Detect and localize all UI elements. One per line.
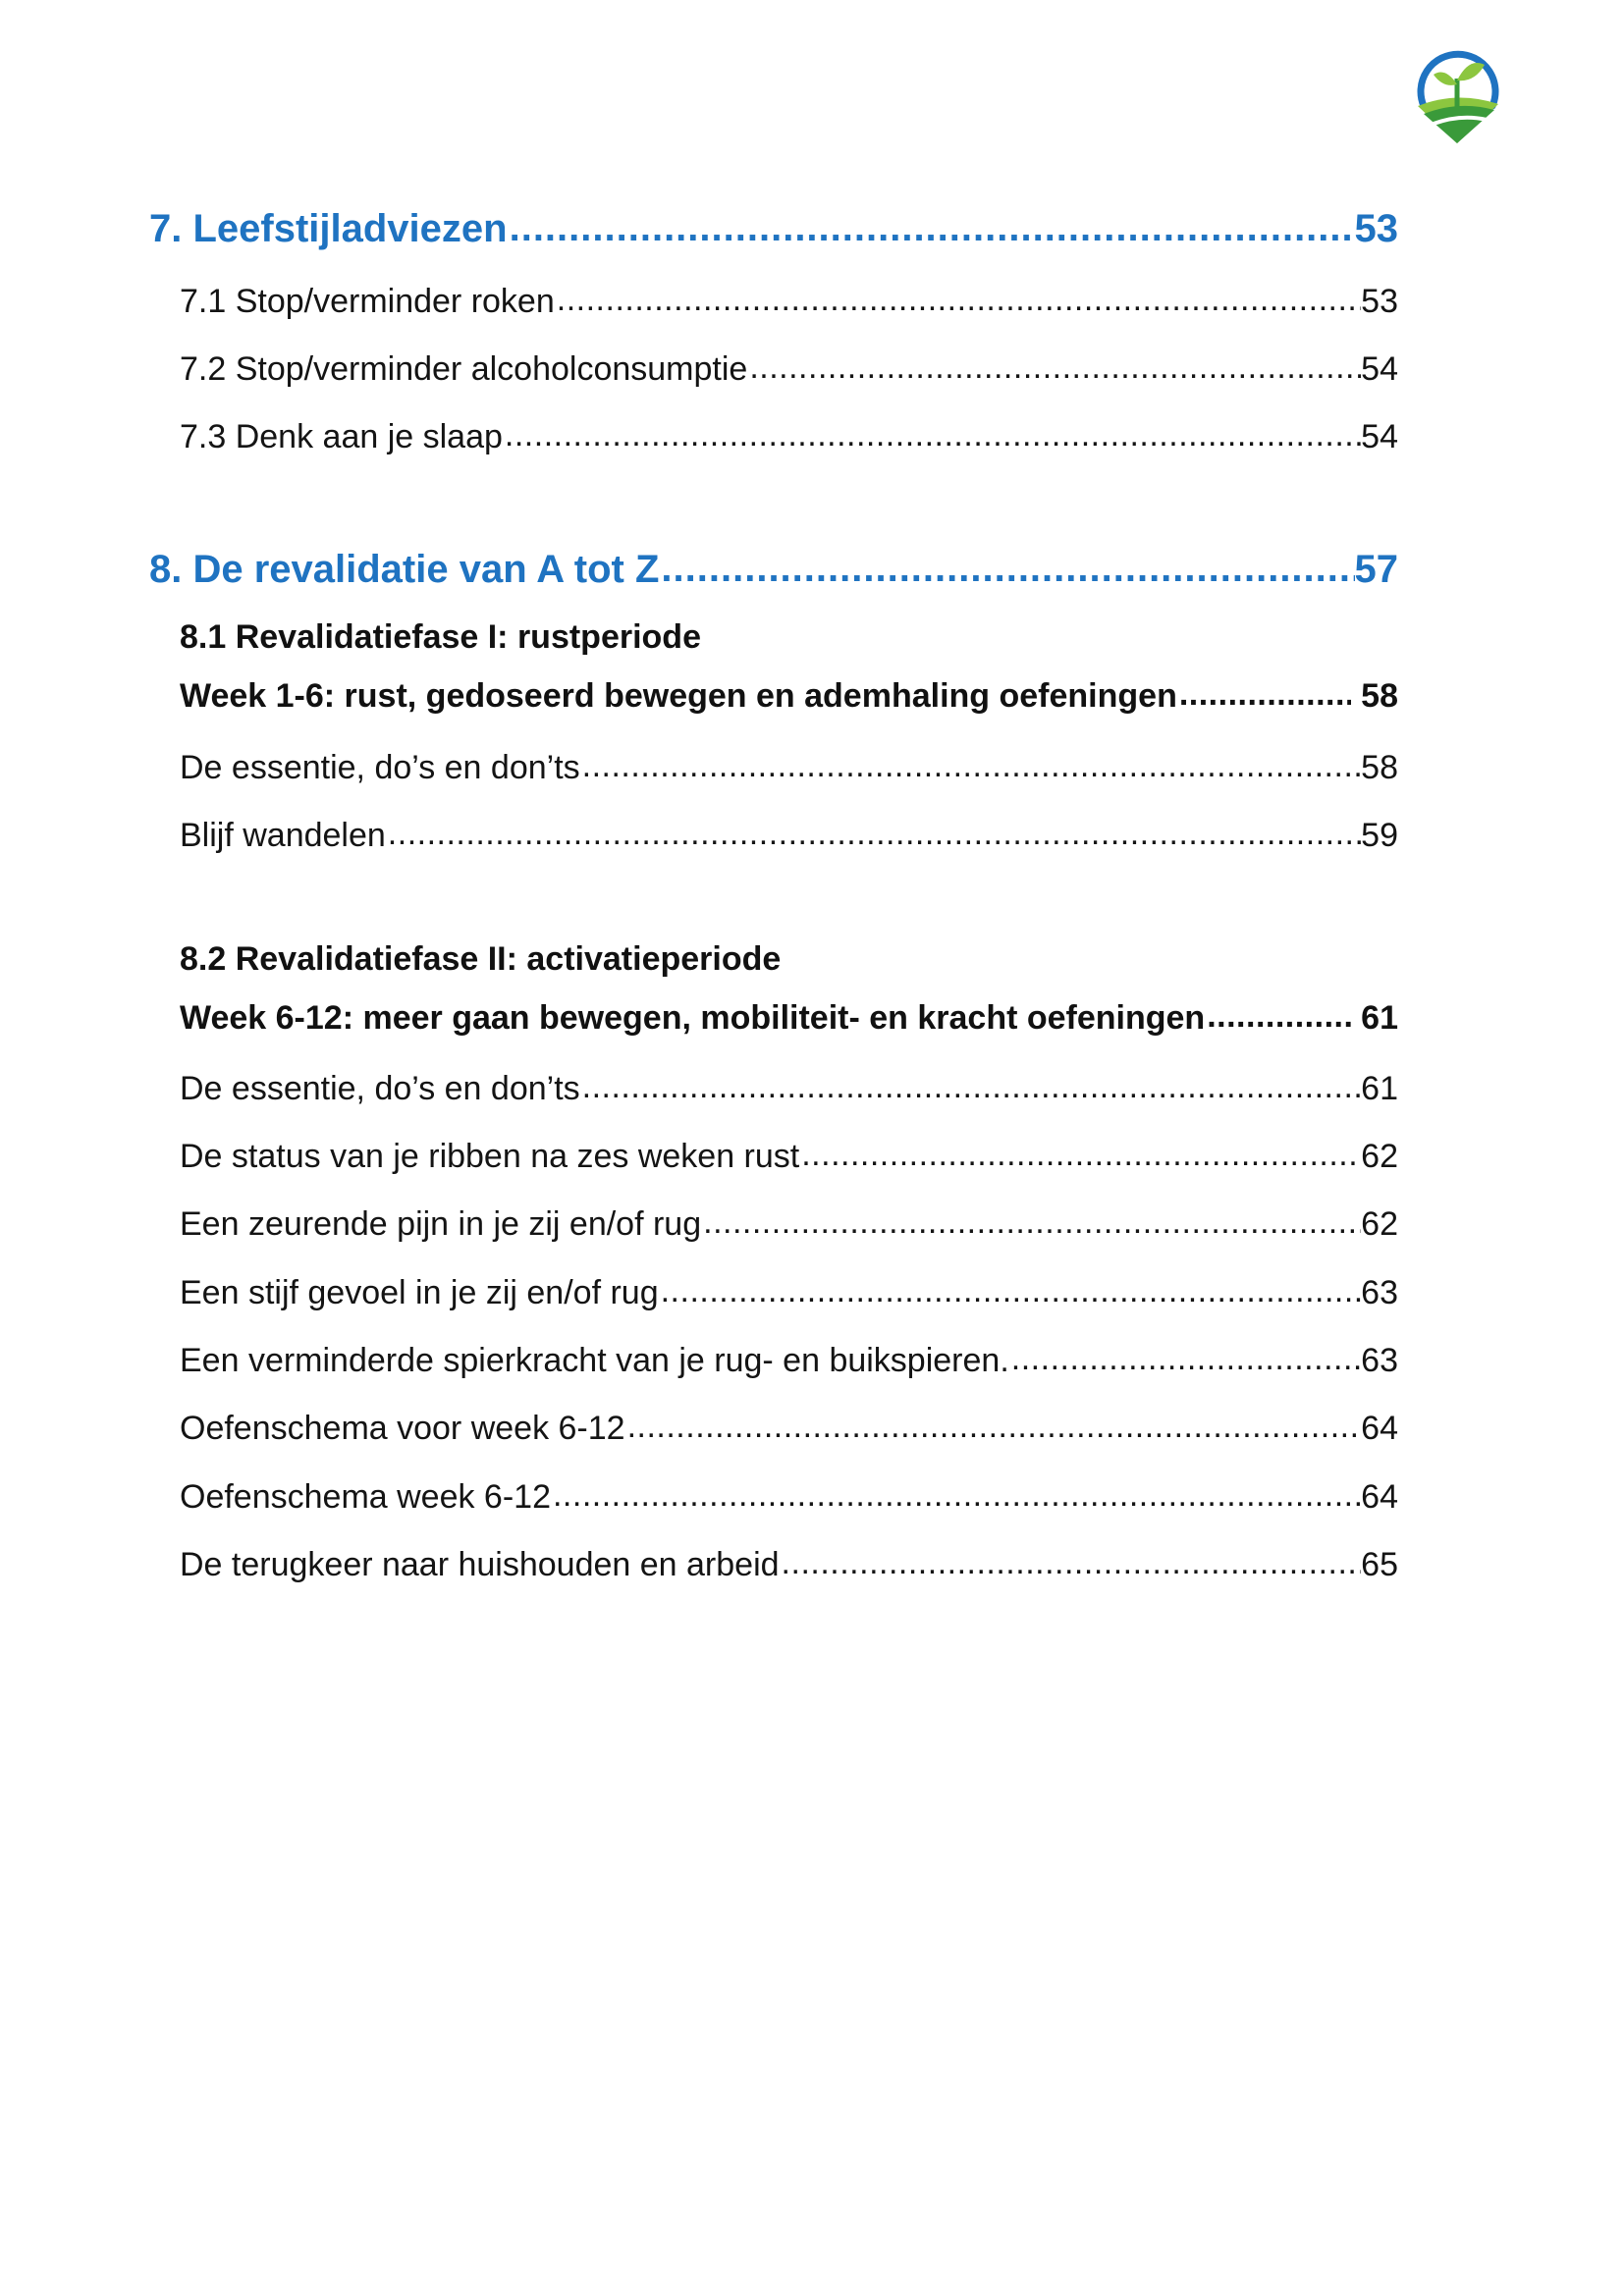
toc-label: De status van je ribben na zes weken rust [180, 1138, 800, 1175]
toc-item-7-3[interactable] [180, 414, 1398, 456]
toc-leader-dots [386, 813, 1361, 846]
toc-page-number: 59 [1361, 817, 1398, 854]
toc-label: Een zeurende pijn in je zij en/of rug [180, 1205, 702, 1243]
toc-label: Een stijf gevoel in je zij en/of rug [180, 1274, 659, 1311]
toc-label: De essentie, do’s en don’ts [180, 1070, 580, 1107]
toc-item-8-1-a[interactable] [180, 745, 1398, 787]
toc-label: Blijf wandelen [180, 817, 386, 854]
toc-item-8-2-e[interactable] [180, 1338, 1398, 1380]
toc-label: 8. De revalidatie van A tot Z [149, 548, 660, 591]
toc-item-8-2-h[interactable] [180, 1542, 1398, 1584]
toc-item-7-1[interactable] [180, 279, 1398, 321]
toc-page-number: 63 [1361, 1342, 1398, 1379]
toc-item-8-2-b[interactable] [180, 1134, 1398, 1176]
toc-leader-dots [1009, 1338, 1361, 1371]
toc-page-number: 54 [1361, 418, 1398, 455]
toc-label: 7.3 Denk aan je slaap [180, 418, 503, 455]
toc-chapter-7[interactable] [149, 202, 1398, 251]
toc-page-number: 57 [1354, 548, 1398, 591]
toc-page-number: 61 [1361, 999, 1398, 1037]
toc-label: Oefenschema voor week 6-12 [180, 1410, 625, 1447]
toc-item-8-2-a[interactable] [180, 1066, 1398, 1108]
toc-page-number: 54 [1361, 350, 1398, 388]
toc-item-8-2-c[interactable] [180, 1201, 1398, 1244]
toc-item-8-2-d[interactable] [180, 1270, 1398, 1312]
toc-section-8-2-heading: 8.2 Revalidatiefase II: activatieperiode [180, 940, 782, 978]
toc-label: Oefenschema week 6-12 [180, 1478, 551, 1516]
toc-page-number: 64 [1361, 1410, 1398, 1447]
toc-item-8-2-f[interactable] [180, 1406, 1398, 1448]
toc-label: 7. Leefstijladviezen [149, 207, 508, 250]
sprout-heart-logo-icon [1410, 45, 1504, 147]
toc-page-number: 61 [1361, 1070, 1398, 1107]
toc-item-7-2[interactable] [180, 347, 1398, 389]
toc-section-8-1-week[interactable] [180, 673, 1398, 716]
toc-label: Een verminderde spierkracht van je rug- en buikspieren. [180, 1342, 1009, 1379]
toc-item-8-2-g[interactable] [180, 1474, 1398, 1517]
toc-page-number: 62 [1361, 1138, 1398, 1175]
toc-leader-dots [701, 1201, 1361, 1235]
toc-leader-dots [659, 543, 1354, 582]
toc-page-number: 63 [1361, 1274, 1398, 1311]
toc-page-number: 62 [1361, 1205, 1398, 1243]
toc-section-8-1-heading: 8.1 Revalidatiefase I: rustperiode [180, 618, 701, 656]
toc-leader-dots [799, 1134, 1361, 1167]
toc-page-number: 58 [1361, 749, 1398, 786]
toc-page-number: 65 [1361, 1546, 1398, 1583]
toc-leader-dots [1177, 673, 1351, 707]
toc-label: Week 1-6: rust, gedoseerd bewegen en ademhaling oefeningen [180, 677, 1177, 715]
toc-label: De essentie, do’s en don’ts [180, 749, 580, 786]
toc-label: 7.1 Stop/verminder roken [180, 283, 555, 320]
toc-leader-dots [555, 279, 1361, 312]
toc-label: Week 6-12: meer gaan bewegen, mobiliteit- en kracht oefeningen [180, 999, 1206, 1037]
toc-page-number: 53 [1361, 283, 1398, 320]
toc-leader-dots [503, 414, 1361, 448]
toc-leader-dots [580, 745, 1362, 778]
toc-section-8-2-week[interactable] [180, 995, 1398, 1038]
toc-label: 7.2 Stop/verminder alcoholconsumptie [180, 350, 748, 388]
toc-leader-dots [508, 202, 1355, 241]
toc-chapter-8[interactable] [149, 543, 1398, 592]
toc-leader-dots [780, 1542, 1362, 1575]
toc-leader-dots [551, 1474, 1361, 1508]
toc-page-number: 58 [1361, 677, 1398, 715]
toc-leader-dots [625, 1406, 1362, 1439]
toc-leader-dots [1205, 995, 1351, 1029]
toc-leader-dots [747, 347, 1361, 380]
toc-leader-dots [659, 1270, 1362, 1304]
toc-leader-dots [580, 1066, 1362, 1099]
toc-item-8-1-b[interactable] [180, 813, 1398, 855]
toc-page-number: 64 [1361, 1478, 1398, 1516]
toc-label: De terugkeer naar huishouden en arbeid [180, 1546, 780, 1583]
toc-page-number: 53 [1354, 207, 1398, 250]
